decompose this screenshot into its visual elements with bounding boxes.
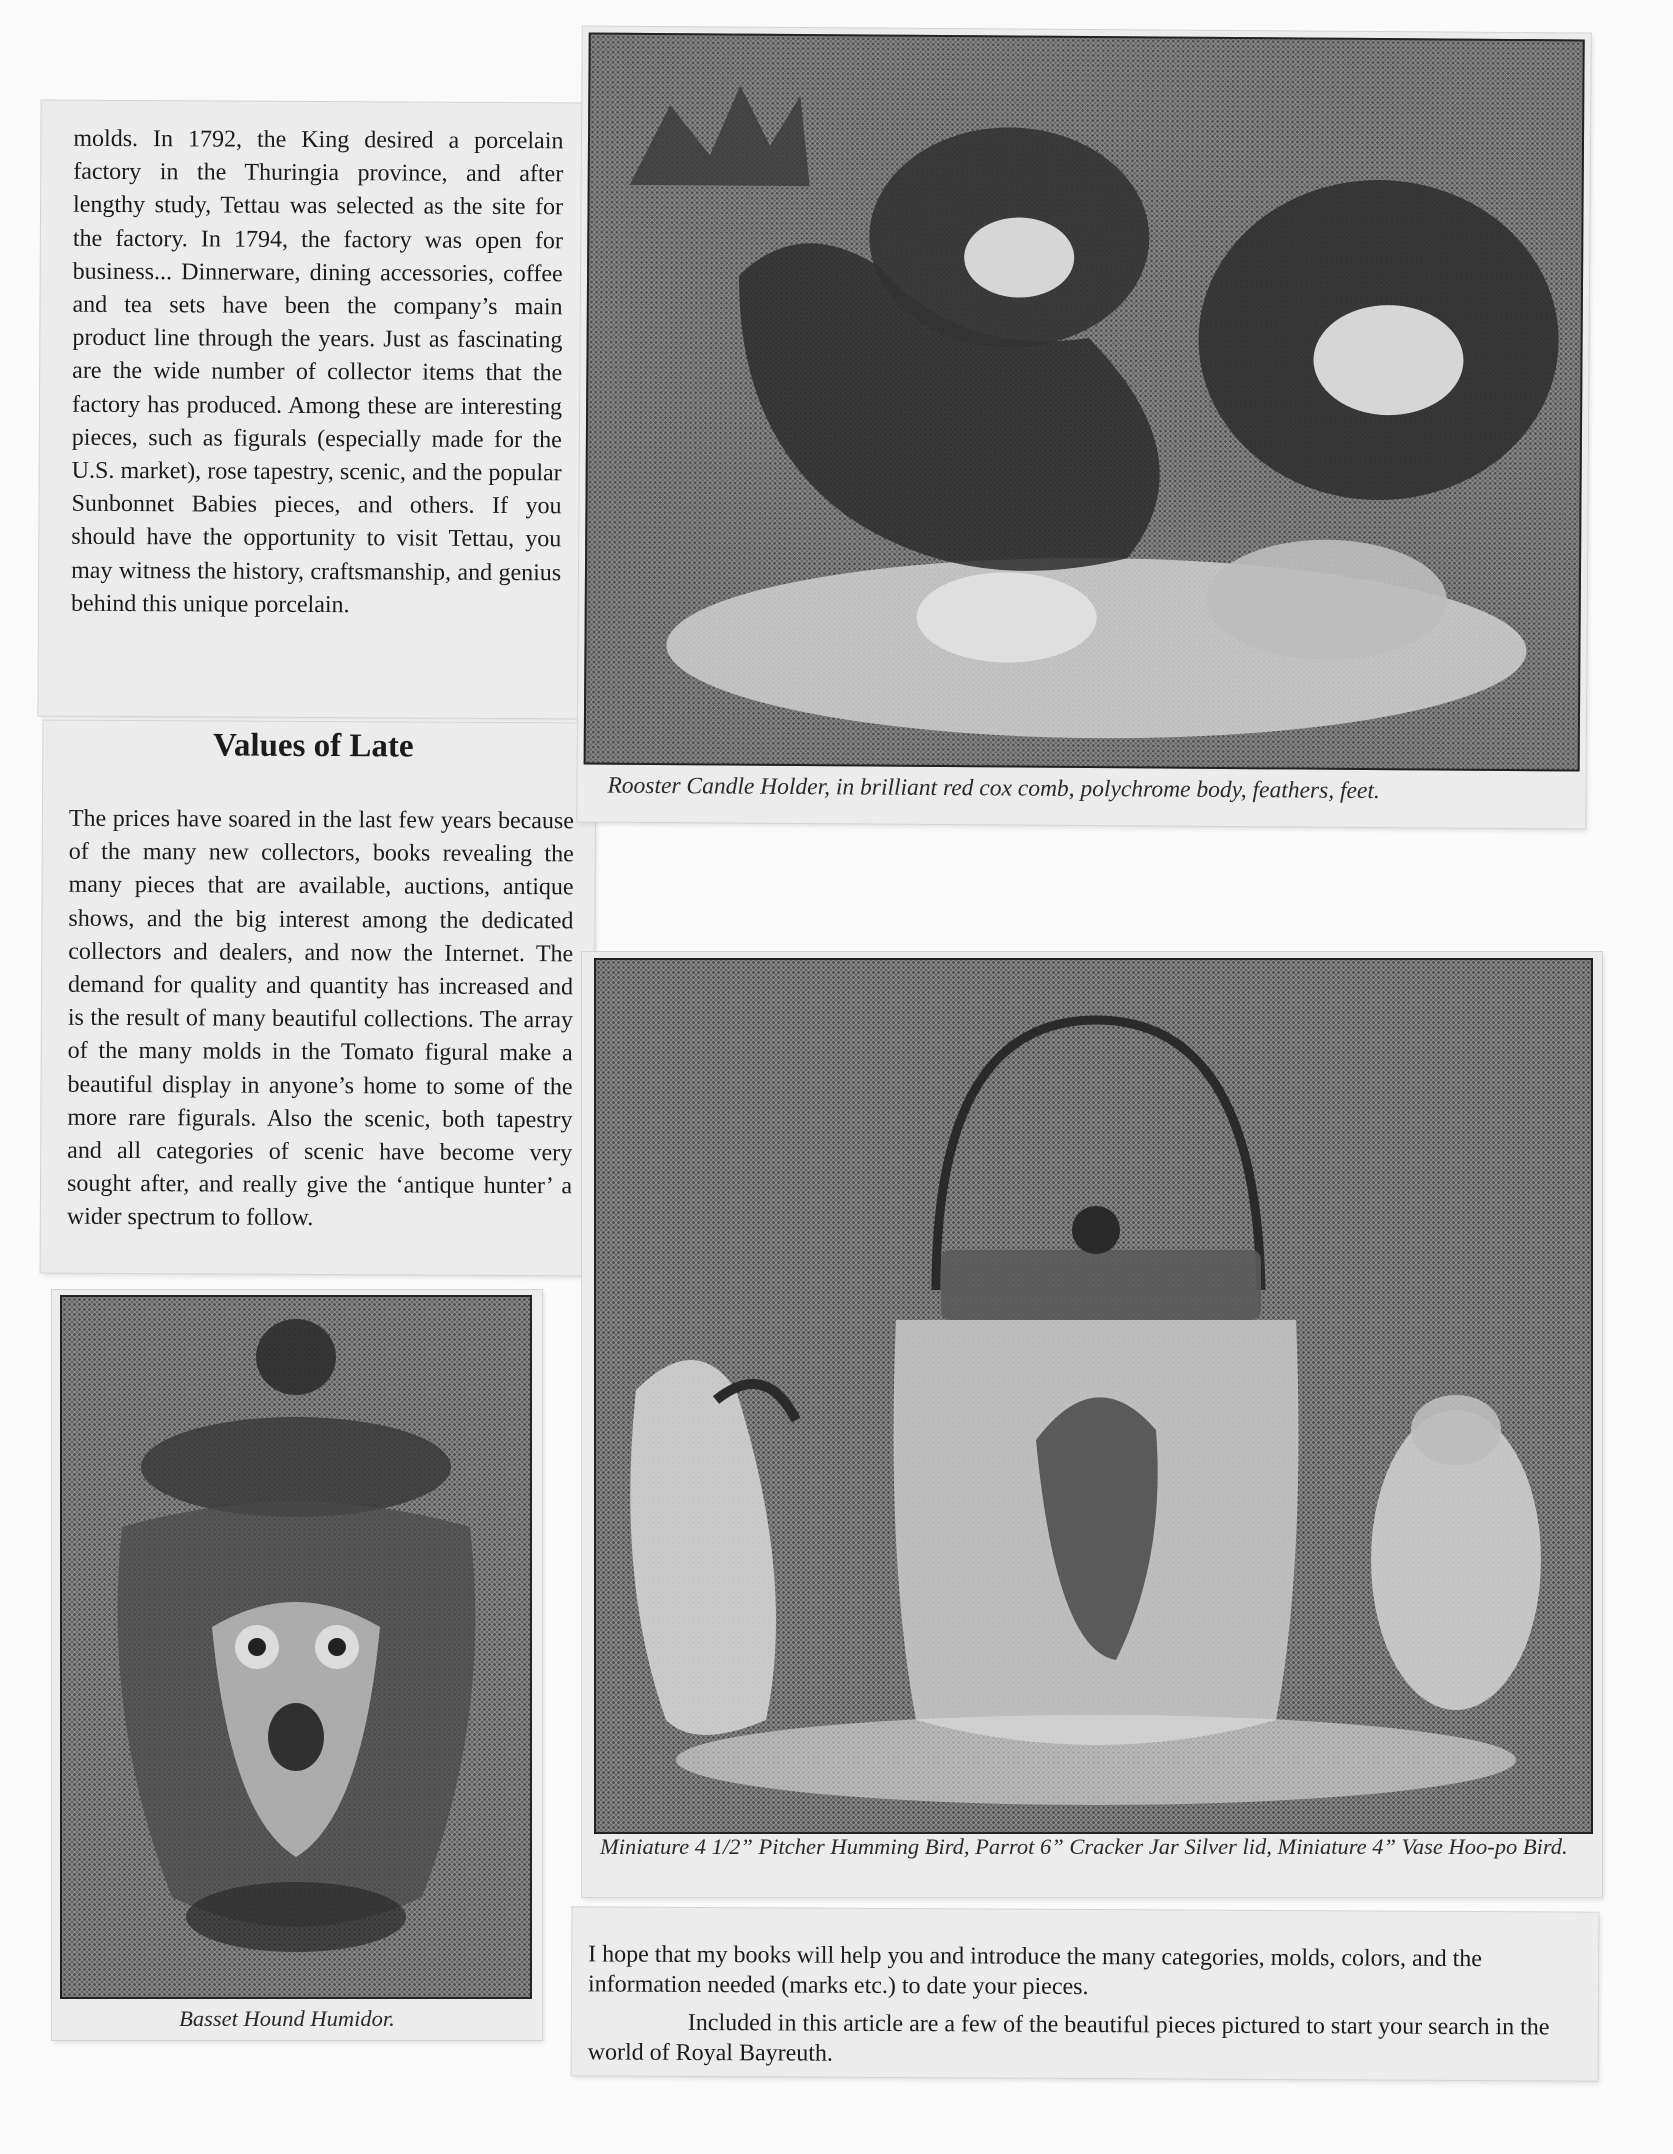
rooster-caption: Rooster Candle Holder, in brilliant red cox comb, polychrome body, feathers, feet. [607, 772, 1380, 805]
rooster-illustration [586, 35, 1583, 770]
intro-paragraph: molds. In 1792, the King desired a porcelain factory in the Thuringia province, and after lengthy study, Tettau was selected as the site for the factory. In 1794, the factory was open for business... Dinnerware, dining accessories, coffee and tea sets have been the company’s main product line through the years. Just as fascinating are the wide number of collector items that the factory has produced. Among these are interesting pieces, such as figurals (especially made for the U.S. market), rose tapestry, scenic, and the popular Sunbonnet Babies pieces, and others. If you should have the opportunity to visit Tettau, you may witness the history, craftsmanship, and genius behind this unique porcelain. [70, 125, 564, 619]
pitcher-jar-vase-photo [594, 958, 1593, 1834]
intro-text-clipping [38, 101, 593, 719]
basset-caption: Basset Hound Humidor. [179, 2006, 395, 2031]
basset-photo-clipping [52, 1290, 542, 2040]
values-of-late-clipping [41, 721, 596, 1276]
values-paragraph: The prices have soared in the last few years because of the many new collectors, books revealing the many pieces that are available, auctions, antique shows, and the big interest among the dedicated collectors and dealers, and now the Internet. The demand for quality and quantity has increased and is the result of many beautiful collections. The array of the many molds in the Tomato figural make a beautiful display in anyone’s home to some of the more rare figurals. Also the scenic, both tapestry and all categories of scenic have become very sought after, and really give the ‘antique hunter’ a wider spectrum to follow. [66, 805, 574, 1232]
closing-text-clipping [572, 1907, 1599, 2080]
basset-illustration [62, 1297, 530, 1997]
rooster-photo-clipping [577, 26, 1591, 828]
rooster-candle-holder-photo [584, 33, 1585, 772]
trio-illustration [596, 960, 1591, 1832]
basset-hound-humidor-photo [60, 1295, 532, 1999]
trio-photo-clipping [582, 952, 1602, 1897]
trio-caption: Miniature 4 1/2” Pitcher Humming Bird, Parrot 6” Cracker Jar Silver lid, Miniature 4” Vase Hoo-po Bird. [600, 1834, 1568, 1859]
closing-paragraph-2: Included in this article are a few of the beautiful pieces pictured to start your search in the world of Royal Bayreuth. [587, 2009, 1550, 2067]
closing-paragraph-1: I hope that my books will help you and introduce the many categories, molds, colors, and the information needed (marks etc.) to date your pieces. [587, 1941, 1483, 2001]
section-heading: Values of Late [212, 727, 414, 765]
